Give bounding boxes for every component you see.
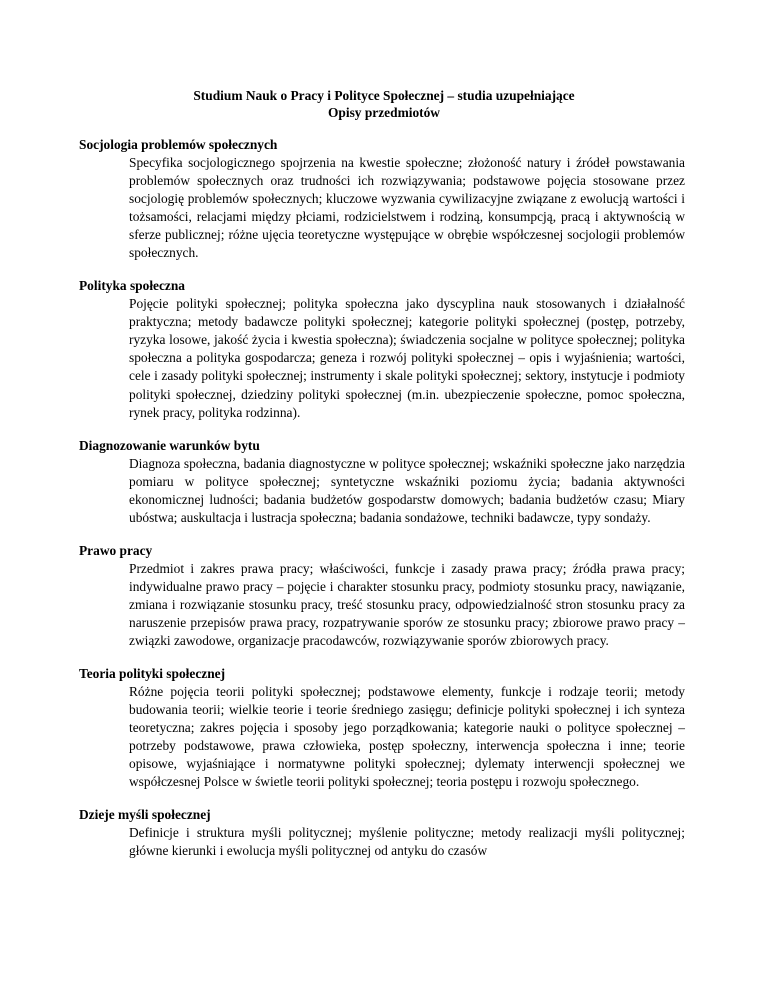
section-title: Diagnozowanie warunków bytu <box>79 437 260 453</box>
section-dzieje-mysli-spolecznej <box>79 806 685 860</box>
section-prawo-pracy <box>79 542 685 650</box>
document-subtitle: Opisy przedmiotów <box>328 105 440 120</box>
section-title: Socjologia problemów społecznych <box>79 137 278 152</box>
section-title: Prawo pracy <box>79 542 153 558</box>
section-body: Różne pojęcia teorii polityki społecznej; podstawowe elementy, funkcje i rodzaje teorii; metody budowania teorii; wielkie teorie i teorie średniego zasięgu; definicje polityki społecznej i ich synteza teoretyczna; zakres pojęcia i sposoby jego porządkowania; kategorie nauki o polityce społecznej – potrzeby podstawowe, prawa człowieka, postęp społeczny, interwencja społeczna i inne; teorie opisowe, wyjaśniające i normatywne polityki społecznej; dylematy interwencji społecznej we współczesnej Polsce w świetle teorii polityki społecznej; teoria postępu i rozwoju społecznego. <box>129 684 685 790</box>
section-socjologia-problemow-spolecznych <box>79 136 685 262</box>
section-body: Diagnoza społeczna, badania diagnostyczne w polityce społecznej; wskaźniki społeczne jako narzędzia pomiaru w polityce społecznej; syntetyczne wskaźniki poziomu życia; badania aktywności ekonomicznej ludności; badania budżetów gospodarstw domowych; badania budżetów czasu; Miary ubóstwa; auskultacja i lustracja społeczna; badania sondażowe, techniki badawcze, typy sondaży. <box>129 455 685 525</box>
section-body: Pojęcie polityki społecznej; polityka społeczna jako dyscyplina nauk stosowanych i działalność praktyczna; metody badawcze polityki społecznej; kategorie polityki społecznej (postęp, potrzeby, ryzyka losowe, jakość życia i kwestia społeczna); świadczenia socjalne w polityce społecznej; polityka społeczna a polityka gospodarcza; geneza i rozwój polityki społecznej – opis i wyjaśnienia; wartości, cele i zasady polityki społecznej; instrumenty i skale polityki społecznej; sektory, instytucje i podmioty polityki społecznej, dziedziny polityki społecznej (m.in. ubezpieczenie społeczne, pomoc społeczna, rynek pracy, polityka rodzinna). <box>129 296 685 420</box>
document-header <box>0 87 768 121</box>
section-title: Dzieje myśli społecznej <box>79 807 211 823</box>
section-teoria-polityki-spolecznej <box>79 665 685 791</box>
document-title: Studium Nauk o Pracy i Polityce Społecznej – studia uzupełniające <box>193 88 575 103</box>
section-polityka-spoleczna <box>79 277 685 421</box>
section-body: Definicje i struktura myśli politycznej; myślenie polityczne; metody realizacji myśli politycznej; główne kierunki i ewolucja myśli politycznej od antyku do czasów <box>129 825 685 859</box>
section-diagnozowanie-warunkow-bytu <box>79 437 685 527</box>
section-body: Przedmiot i zakres prawa pracy; właściwości, funkcje i zasady prawa pracy; źródła prawa pracy; indywidualne prawo pracy – pojęcie i charakter stosunku pracy, podmioty stosunku pracy, nawiązanie, zmiana i rozwiązanie stosunku pracy, treść stosunku pracy, odpowiedzialność stron stosunku pracy za naruszenie przepisów prawa pracy, rozpatrywanie sporów ze stosunku pracy; zbiorowe prawo pracy – związki zawodowe, organizacje pracodawców, rozwiązywanie sporów zbiorowych pracy. <box>129 560 685 648</box>
course-descriptions <box>79 136 685 875</box>
section-title: Polityka społeczna <box>79 278 186 294</box>
section-body: Specyfika socjologicznego spojrzenia na kwestie społeczne; złożoność natury i źródeł powstawania problemów społecznych oraz trudności ich rozwiązywania; podstawowe pojęcia stosowane przez socjologię problemów społecznych; kluczowe wyzwania cywilizacyjne związane z ewolucją wartości i tożsamości, relacjami między płciami, rodzicielstwem i rodziną, konsumpcją, pracą i aktywnością w sferze publicznej; różne ujęcia teoretyczne występujące w obrębie współczesnej socjologii problemów społecznych. <box>129 155 685 261</box>
section-title: Teoria polityki społecznej <box>79 666 226 682</box>
